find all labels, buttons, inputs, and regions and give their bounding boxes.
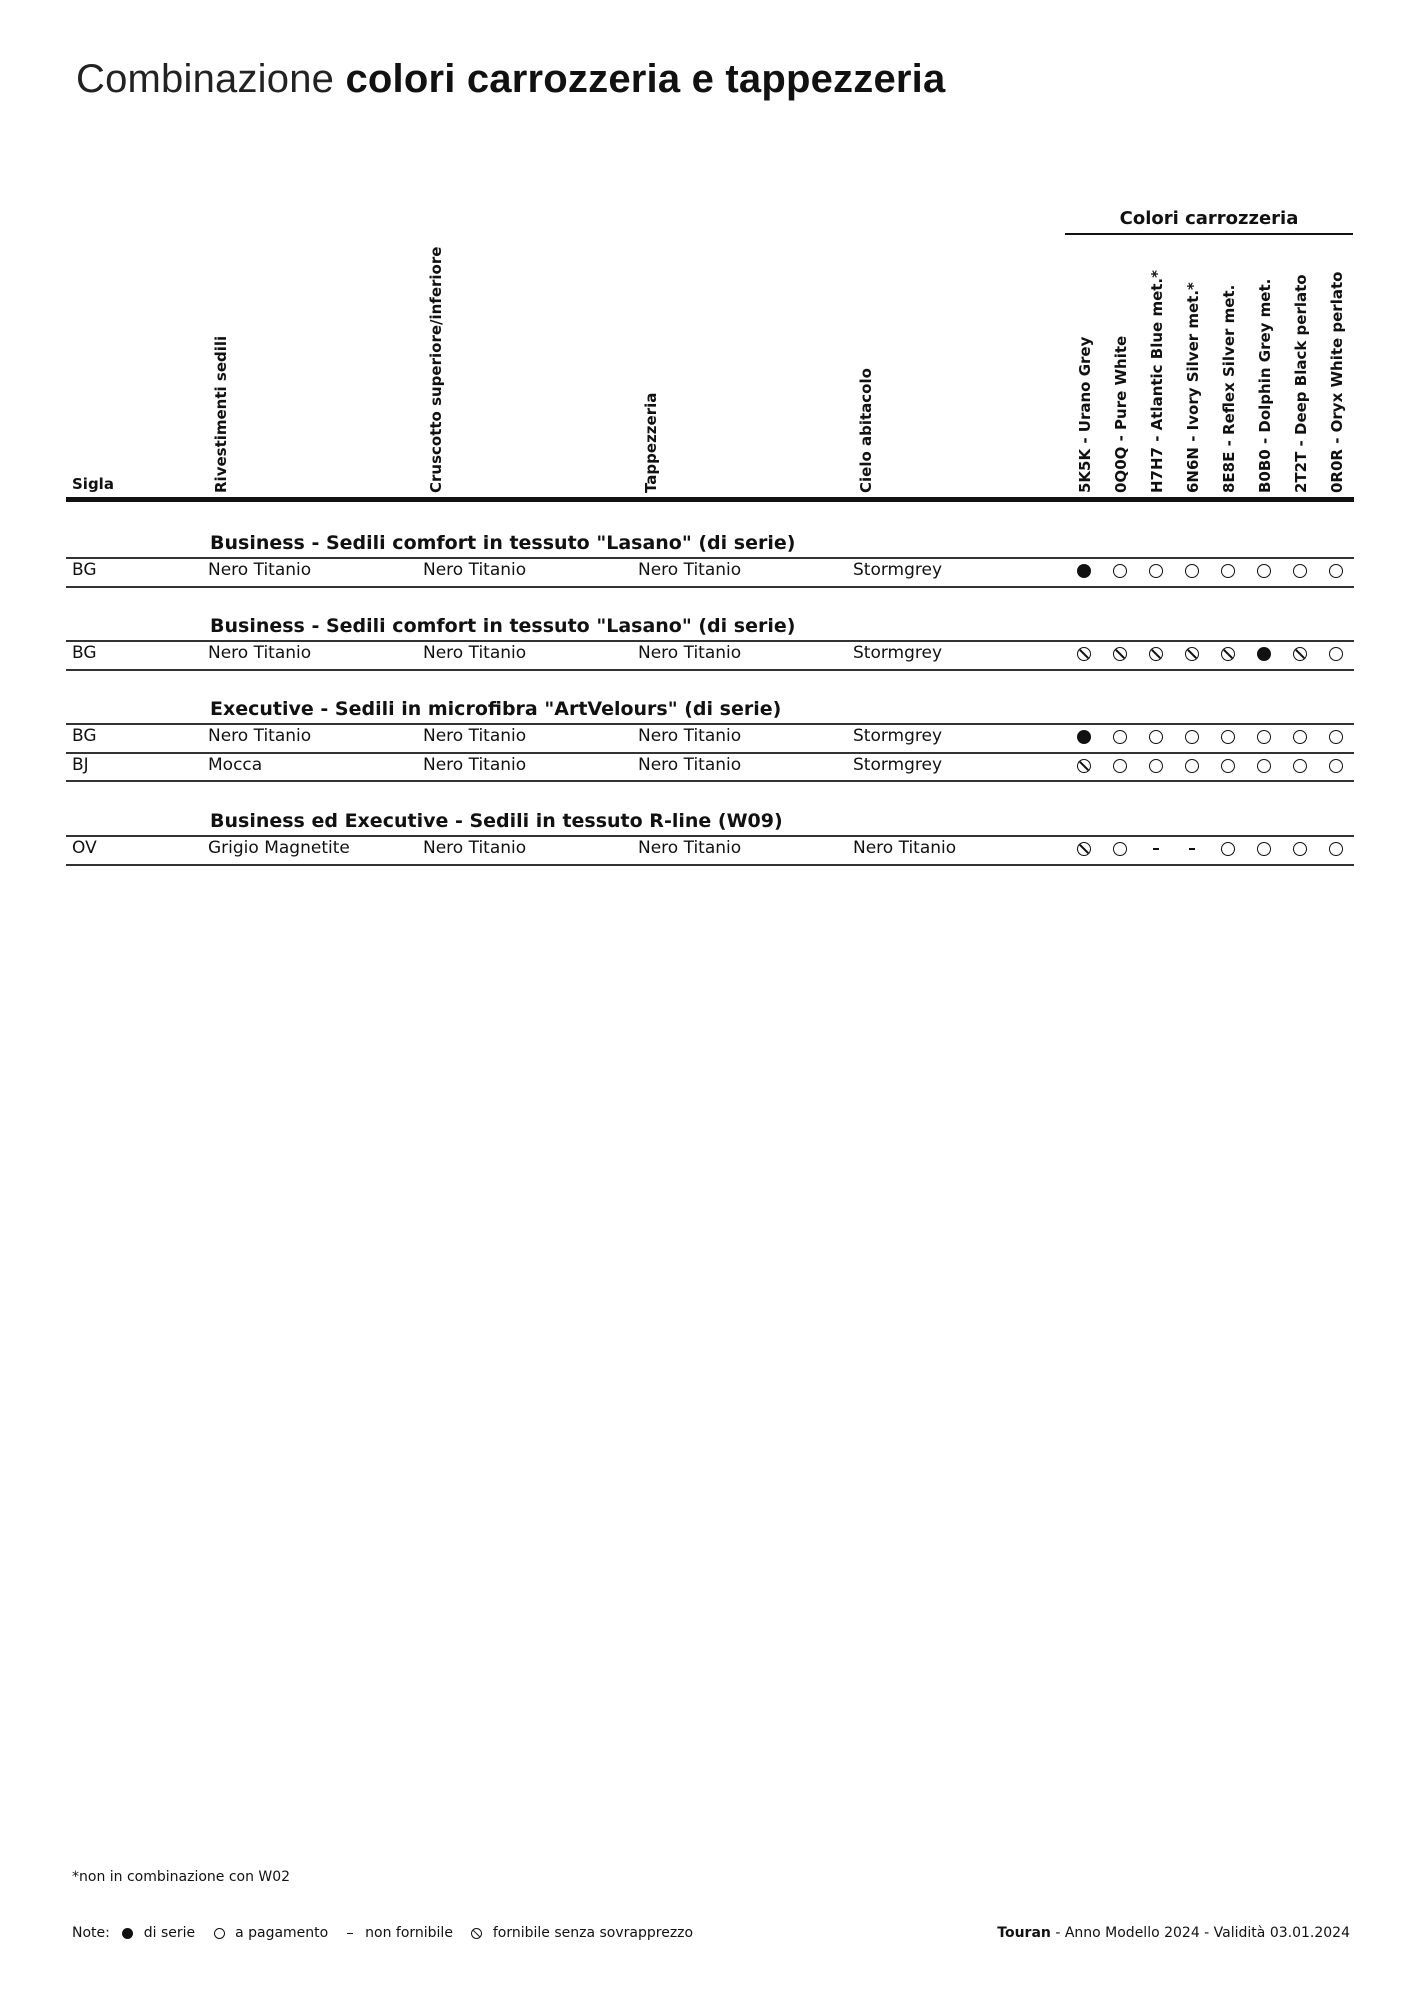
section-title: Business - Sedili comfort in tessuto "Lasano" (di serie) <box>210 615 796 637</box>
cell-rivestimenti: Mocca <box>208 755 263 775</box>
empty-circle-icon <box>1293 759 1307 773</box>
cell-rivestimenti: Nero Titanio <box>208 560 312 580</box>
slashed-circle-icon <box>471 1928 482 1939</box>
cell-cielo: Stormgrey <box>853 755 943 775</box>
empty-circle-icon <box>1113 759 1127 773</box>
dash-icon <box>1185 842 1199 856</box>
header-rule <box>66 497 1354 502</box>
cell-tappezzeria: Nero Titanio <box>638 838 742 858</box>
slashed-circle-icon <box>1113 647 1127 661</box>
legend-senza-sovrapprezzo: fornibile senza sovrapprezzo <box>492 1925 694 1941</box>
cell-rivestimenti: Nero Titanio <box>208 726 312 746</box>
empty-circle-icon <box>1293 842 1307 856</box>
empty-circle-icon <box>1149 564 1163 578</box>
empty-circle-icon <box>1329 730 1343 744</box>
color-header-0q0q: 0Q0Q - Pure White <box>1112 335 1130 493</box>
color-header-h7h7: H7H7 - Atlantic Blue met.* <box>1148 270 1166 493</box>
filled-circle-icon <box>1077 730 1091 744</box>
cell-cielo: Nero Titanio <box>853 838 957 858</box>
cell-cielo: Stormgrey <box>853 643 943 663</box>
empty-circle-icon <box>1221 842 1235 856</box>
slashed-circle-icon <box>1185 647 1199 661</box>
slashed-circle-icon <box>1077 759 1091 773</box>
empty-circle-icon <box>1221 730 1235 744</box>
color-header-2t2t: 2T2T - Deep Black perlato <box>1292 274 1310 493</box>
table-row <box>66 641 1354 669</box>
sigla-header: Sigla <box>72 475 114 493</box>
empty-circle-icon <box>1149 730 1163 744</box>
slashed-circle-icon <box>1077 842 1091 856</box>
empty-circle-icon <box>1329 564 1343 578</box>
color-header-8e8e: 8E8E - Reflex Silver met. <box>1220 284 1238 493</box>
empty-circle-icon <box>1149 759 1163 773</box>
body-colors-group-label: Colori carrozzeria <box>1119 208 1299 229</box>
empty-circle-icon <box>1257 564 1271 578</box>
legend-notes <box>72 1925 693 1941</box>
slashed-circle-icon <box>1077 647 1091 661</box>
empty-circle-icon <box>1113 730 1127 744</box>
section-title: Business - Sedili comfort in tessuto "Lasano" (di serie) <box>210 532 796 554</box>
empty-circle-icon <box>1329 759 1343 773</box>
empty-circle-icon <box>1185 564 1199 578</box>
empty-circle-icon <box>1113 564 1127 578</box>
group-underline <box>1065 233 1353 235</box>
footer-model: Touran <box>997 1925 1051 1941</box>
legend-di-serie: di serie <box>143 1925 196 1941</box>
color-header-b0b0: B0B0 - Dolphin Grey met. <box>1256 278 1274 493</box>
filled-circle-icon <box>122 1928 133 1939</box>
cell-rivestimenti: Nero Titanio <box>208 643 312 663</box>
cell-sigla: OV <box>72 838 97 858</box>
empty-circle-icon <box>214 1928 225 1939</box>
empty-circle-icon <box>1293 730 1307 744</box>
notes-prefix: Note: <box>72 1925 110 1941</box>
empty-circle-icon <box>1329 842 1343 856</box>
legend-non-fornibile: non fornibile <box>365 1925 453 1941</box>
page-title-light: Combinazione <box>76 57 335 101</box>
cell-cruscotto: Nero Titanio <box>423 643 527 663</box>
cell-sigla: BJ <box>72 755 89 775</box>
empty-circle-icon <box>1221 759 1235 773</box>
table-row <box>66 836 1354 864</box>
row-rule <box>66 586 1354 588</box>
table-row <box>66 724 1354 752</box>
cell-sigla: BG <box>72 726 97 746</box>
table-row <box>66 558 1354 586</box>
column-header-cielo: Cielo abitacolo <box>857 368 875 493</box>
legend-a-pagamento: a pagamento <box>235 1925 329 1941</box>
page-title-bold: colori carrozzeria e tappezzeria <box>345 57 946 101</box>
filled-circle-icon <box>1257 647 1271 661</box>
empty-circle-icon <box>1257 842 1271 856</box>
dash-icon <box>1149 842 1163 856</box>
color-header-6n6n: 6N6N - Ivory Silver met.* <box>1184 282 1202 493</box>
color-header-0r0r: 0R0R - Oryx White perlato <box>1328 271 1346 493</box>
filled-circle-icon <box>1077 564 1091 578</box>
column-header-cruscotto: Cruscotto superiore/inferiore <box>427 246 445 493</box>
page-title <box>76 54 945 104</box>
empty-circle-icon <box>1257 730 1271 744</box>
footer-validity <box>997 1925 1350 1941</box>
column-header-tappezzeria: Tappezzeria <box>642 392 660 493</box>
table-row <box>66 753 1354 781</box>
cell-cruscotto: Nero Titanio <box>423 726 527 746</box>
dash-icon <box>345 1928 355 1939</box>
cell-cielo: Stormgrey <box>853 726 943 746</box>
cell-cruscotto: Nero Titanio <box>423 755 527 775</box>
footnote: *non in combinazione con W02 <box>72 1869 291 1885</box>
empty-circle-icon <box>1221 564 1235 578</box>
footer-rest: - Anno Modello 2024 - Validità 03.01.2024 <box>1050 1925 1350 1941</box>
slashed-circle-icon <box>1149 647 1163 661</box>
section-title: Business ed Executive - Sedili in tessuto R-line (W09) <box>210 810 783 832</box>
cell-cruscotto: Nero Titanio <box>423 838 527 858</box>
row-rule <box>66 669 1354 671</box>
cell-tappezzeria: Nero Titanio <box>638 755 742 775</box>
cell-tappezzeria: Nero Titanio <box>638 560 742 580</box>
column-header-rivestimenti: Rivestimenti sedili <box>212 335 230 493</box>
cell-sigla: BG <box>72 560 97 580</box>
cell-tappezzeria: Nero Titanio <box>638 726 742 746</box>
slashed-circle-icon <box>1221 647 1235 661</box>
empty-circle-icon <box>1329 647 1343 661</box>
color-header-5k5k: 5K5K - Urano Grey <box>1076 336 1094 493</box>
empty-circle-icon <box>1113 842 1127 856</box>
section-title: Executive - Sedili in microfibra "ArtVelours" (di serie) <box>210 698 782 720</box>
cell-tappezzeria: Nero Titanio <box>638 643 742 663</box>
empty-circle-icon <box>1293 564 1307 578</box>
row-rule <box>66 864 1354 866</box>
slashed-circle-icon <box>1293 647 1307 661</box>
cell-rivestimenti: Grigio Magnetite <box>208 838 350 858</box>
empty-circle-icon <box>1185 730 1199 744</box>
cell-cielo: Stormgrey <box>853 560 943 580</box>
row-rule <box>66 780 1354 782</box>
empty-circle-icon <box>1185 759 1199 773</box>
cell-cruscotto: Nero Titanio <box>423 560 527 580</box>
cell-sigla: BG <box>72 643 97 663</box>
empty-circle-icon <box>1257 759 1271 773</box>
